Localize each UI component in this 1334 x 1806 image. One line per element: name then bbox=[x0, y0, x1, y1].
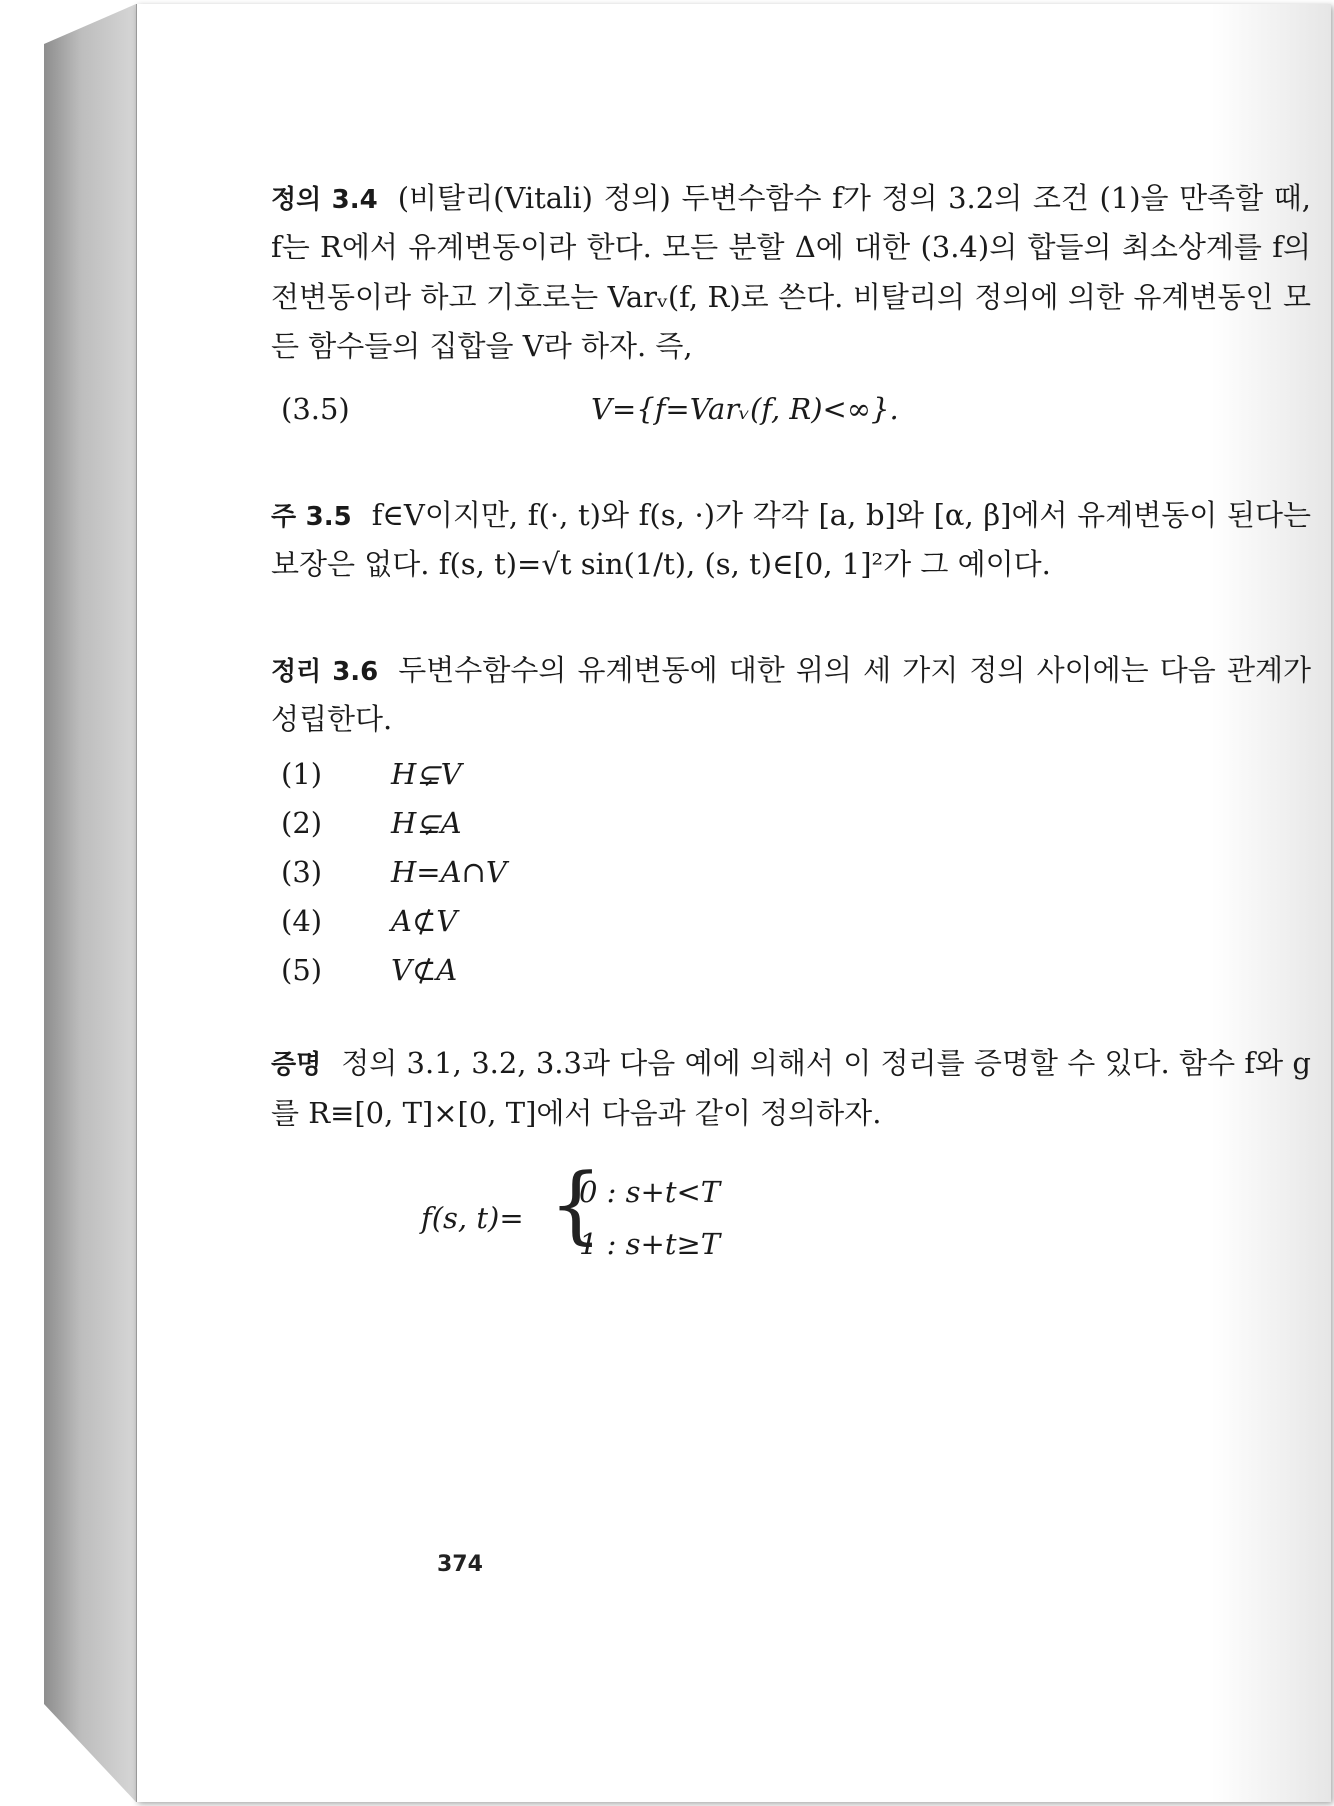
note-text: f∈V이지만, f(·, t)와 f(s, ·)가 각각 [a, b]와 [α, β]에서 유계변동이 된다는 보장은 없다. f(s, t)=√t sin(1/t), (s, t)∈[0, 1]²가 그 예이다. bbox=[271, 498, 1311, 582]
list-item-expression: H=A∩V bbox=[391, 855, 507, 890]
book-page bbox=[136, 4, 1331, 1802]
page-number: 374 bbox=[437, 1552, 483, 1577]
list-item bbox=[271, 799, 1311, 848]
theorem-paragraph bbox=[271, 646, 1311, 745]
book-spine bbox=[44, 4, 136, 1802]
proof-label: 증명 bbox=[271, 1050, 322, 1081]
piecewise-case-2: 1 : s+t≥T bbox=[579, 1226, 721, 1261]
definition-paragraph bbox=[271, 174, 1311, 371]
piecewise-lhs: f(s, t)= bbox=[421, 1200, 524, 1235]
list-item-expression: V⊄A bbox=[391, 953, 458, 988]
list-item-number: (2) bbox=[281, 806, 323, 841]
page-content bbox=[271, 174, 1311, 1288]
theorem-label: 정리 3.6 bbox=[271, 656, 379, 687]
definition-text: (비탈리(Vitali) 정의) 두변수함수 f가 정의 3.2의 조건 (1)을 만족할 때, f는 R에서 유계변동이라 한다. 모든 분할 Δ에 대한 (3.4)의 합들의 최소상계를 f의 전변동이라 하고 기호로는 Varᵥ(f, R)로 쓴다. 비탈리의 정의에 의한 유계변동인 모든 함수들의 집합을 V라 하자. 즉, bbox=[271, 181, 1312, 363]
equation-3-5 bbox=[271, 385, 1311, 435]
theorem-text: 두변수함수의 유계변동에 대한 위의 세 가지 정의 사이에는 다음 관계가 성립한다. bbox=[271, 652, 1312, 737]
list-item-expression: H⊊A bbox=[391, 806, 462, 841]
list-item bbox=[271, 946, 1311, 995]
definition-label: 정의 3.4 bbox=[271, 185, 378, 215]
list-item-expression: H⊊V bbox=[391, 757, 462, 792]
list-item-expression: A⊄V bbox=[391, 904, 458, 939]
equation-number: (3.5) bbox=[281, 392, 350, 427]
list-item bbox=[271, 750, 1311, 799]
list-item-number: (3) bbox=[281, 855, 323, 890]
list-item-number: (1) bbox=[281, 757, 323, 792]
list-item-number: (5) bbox=[281, 953, 323, 988]
list-item bbox=[271, 848, 1311, 897]
list-item-number: (4) bbox=[281, 904, 323, 939]
equation-expression: V={f=Varᵥ(f, R)<∞}. bbox=[591, 392, 899, 427]
proof-paragraph bbox=[271, 1039, 1311, 1138]
theorem-list bbox=[271, 750, 1311, 995]
piecewise-case-1: 0 : s+t<T bbox=[579, 1174, 721, 1209]
proof-text: 정의 3.1, 3.2, 3.3과 다음 예에 의해서 이 정리를 증명할 수 있다. 함수 f와 g를 R≡[0, T]×[0, T]에서 다음과 같이 정의하자. bbox=[271, 1046, 1311, 1130]
piecewise-definition bbox=[271, 1154, 1311, 1288]
note-paragraph bbox=[271, 491, 1311, 590]
piecewise-brace: { bbox=[549, 1154, 603, 1253]
note-label: 주 3.5 bbox=[271, 502, 352, 533]
list-item bbox=[271, 897, 1311, 946]
